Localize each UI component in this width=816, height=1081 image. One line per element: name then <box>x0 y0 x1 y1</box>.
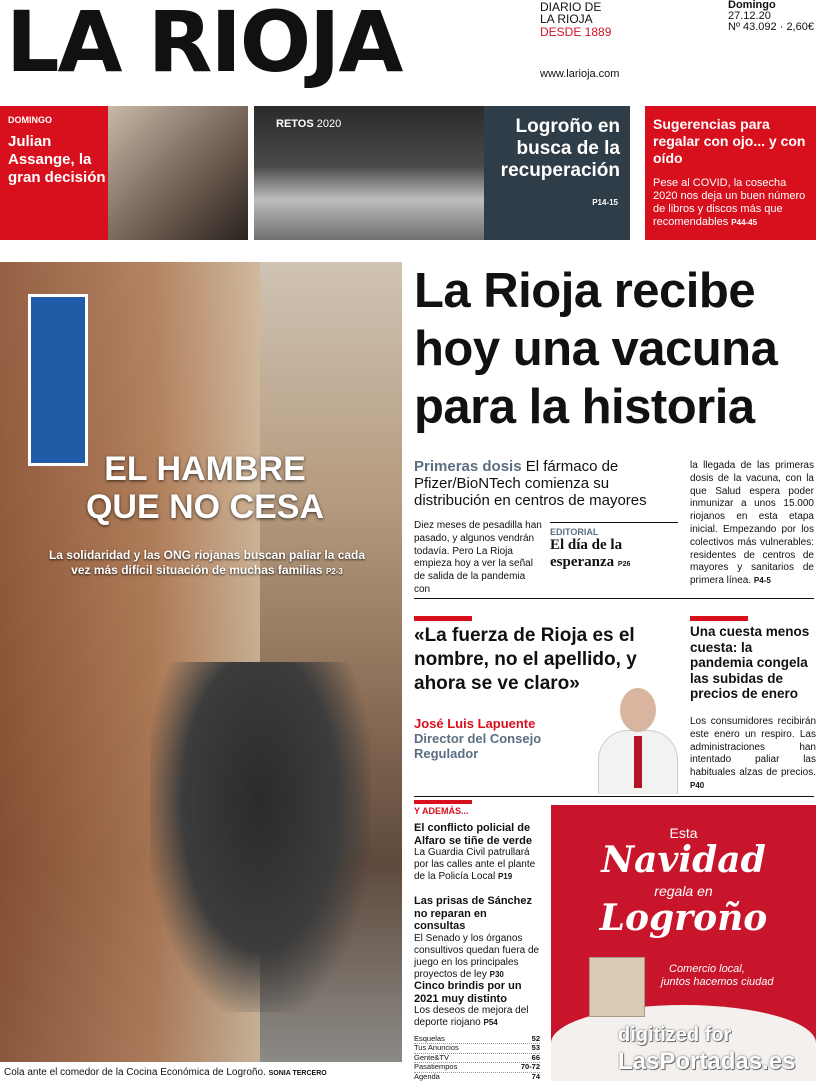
masthead-tagline <box>540 1 601 25</box>
cover-subhead <box>42 548 372 579</box>
gift-box-icon <box>589 957 645 1017</box>
avatar-head <box>620 688 656 732</box>
teaser-gifts[interactable] <box>645 106 816 240</box>
quote-author-role: Director del Consejo Regulador <box>414 731 542 761</box>
index-row[interactable] <box>414 1073 540 1081</box>
ad-line-3: regala en <box>654 883 713 899</box>
quote-headline[interactable]: «La fuerza de Rioja es el nombre, no el apellido, y ahora se ve claro» <box>414 625 637 694</box>
index-name: Gente&TV <box>414 1052 450 1062</box>
editorial-headline <box>550 537 678 573</box>
main-body-col-2-text: la llegada de las primeras dosis de la vacuna, con la que Salud espera poder inmunizar a unos 15.000 riojanos en esta etapa inicial. Empezando por los colectivos más vulnerables: residentes de centros de mayores y sanitarios de primera línea. <box>690 460 814 587</box>
quote-author-name: José Luis Lapuente <box>414 716 536 731</box>
divider <box>414 598 814 599</box>
cover-headline-line-2: QUE NO CESA <box>85 488 325 526</box>
brief-body-text: El Senado y los órganos consultivos quedan fuera de juego en los principales proyectos de ley <box>414 932 540 981</box>
watermark-line-1: digitized for <box>618 1024 732 1046</box>
index-name: Tus Anuncios <box>414 1043 459 1053</box>
brief-item[interactable] <box>414 822 540 884</box>
ademas-label: Y ADEMÁS... <box>414 806 469 816</box>
divider <box>414 796 814 797</box>
editorial-headline-text: El día de la esperanza <box>550 537 623 570</box>
index-name: Agenda <box>414 1071 440 1081</box>
main-body-col-2 <box>690 460 814 588</box>
brief-pages: P30 <box>489 970 504 980</box>
brief-item[interactable] <box>414 895 540 981</box>
editorial-box[interactable] <box>550 522 678 573</box>
watermark-line-2: LasPortadas.es <box>618 1048 796 1075</box>
cover-headline <box>40 450 370 526</box>
main-deck-text: El fármaco de Pfizer/BioNTech comienza su distribución en centros de mayores <box>414 458 647 509</box>
red-accent-bar <box>414 800 472 804</box>
brief-body-text: La Guardia Civil patrullará por las calles ante el plante de la Policía Local <box>414 847 536 883</box>
side-body-text: Los consumidores recibirán este enero un respiro. Las administraciones han intentado paliar las habituales alzas de precios. <box>690 716 816 779</box>
index-name: Pasatiempos <box>414 1062 458 1072</box>
brief-body <box>414 933 540 982</box>
teaser-headline: Sugerencias para regalar con ojo... y con oído <box>653 116 806 166</box>
tagline-line-2: LA RIOJA <box>540 12 593 26</box>
teaser-assange[interactable] <box>0 106 248 240</box>
date-day: Domingo <box>728 0 776 11</box>
issue-number: Nº 43.092 · 2,60€ <box>728 21 814 33</box>
teaser-pages: P14-15 <box>592 198 618 207</box>
caption-text: Cola ante el comedor de la Cocina Económica de Logroño. <box>4 1067 266 1078</box>
teaser-body-text: Pese al COVID, la cosecha 2020 nos deja un buen número de libros y discos más que recomendables <box>653 177 806 228</box>
main-headline[interactable]: La Rioja recibe hoy una vacuna para la historia <box>414 264 778 434</box>
brief-pages: P54 <box>483 1018 498 1028</box>
main-body-col-1: Diez meses de pesadilla han pasado, y algunos vendrán todavía. Pero La Rioja empieza hoy a ver la señal de salida de la pandemia con <box>414 520 542 595</box>
index-page: 52 <box>531 1034 540 1043</box>
brief-headline: El conflicto policial de Alfaro se tiñe de verde <box>414 822 532 847</box>
brief-item[interactable] <box>414 980 540 1029</box>
editorial-pages: P26 <box>617 561 631 568</box>
side-pages: P40 <box>690 780 705 790</box>
masthead-logo: LA RIOJA <box>6 0 402 91</box>
teaser-label: DOMINGO <box>8 115 52 125</box>
photo-credit: SONIA TERCERO <box>268 1070 327 1077</box>
cover-pages: P2-3 <box>325 567 343 576</box>
teaser-label-year: 2020 <box>316 118 342 130</box>
brief-body <box>414 1005 540 1029</box>
teaser-label-bold: RETOS <box>276 118 314 130</box>
brief-headline: Cinco brindis por un 2021 muy distinto <box>414 980 522 1005</box>
teaser-label <box>276 118 341 130</box>
quote-author-photo <box>592 684 684 794</box>
teaser-logrono[interactable] <box>254 106 630 240</box>
ad-line-2: Navidad <box>601 839 766 881</box>
main-kicker: Primeras dosis <box>414 458 522 475</box>
cover-headline-line-1: EL HAMBRE <box>104 450 306 488</box>
teaser-headline: Logroño en busca de la recuperación <box>500 116 620 181</box>
ad-line-5: Comercio local, <box>669 963 745 975</box>
index-page: 53 <box>531 1043 540 1053</box>
main-pages: P4-5 <box>753 576 771 586</box>
avatar-tie <box>634 736 642 788</box>
photo-queue-people <box>150 662 370 1012</box>
teaser-photo <box>108 106 248 240</box>
index-page: 74 <box>531 1071 540 1081</box>
editorial-label: EDITORIAL <box>550 527 599 537</box>
masthead-date <box>728 0 816 33</box>
cover-photo[interactable] <box>0 262 402 1062</box>
side-body <box>690 716 816 793</box>
teaser-body <box>653 177 808 229</box>
index-page: 70-72 <box>520 1062 540 1072</box>
masthead-since: DESDE 1889 <box>540 25 612 39</box>
teaser-headline: Julian Assange, la gran decisión <box>8 133 106 186</box>
index-page: 66 <box>531 1052 540 1062</box>
teaser-pages: P44-45 <box>731 218 758 227</box>
cover-subhead-text: La solidaridad y las ONG riojanas buscan paliar la cada vez más difícil situación de muchas familias <box>48 548 366 577</box>
tagline-line-1: DIARIO DE <box>540 0 602 14</box>
photo-caption <box>4 1067 327 1078</box>
brief-body <box>414 847 540 884</box>
red-accent-bar <box>690 616 748 621</box>
red-accent-bar <box>414 616 472 621</box>
date-value: 27.12.20 <box>728 10 771 22</box>
masthead-website: www.larioja.com <box>540 68 620 80</box>
index-name: Esquelas <box>414 1034 445 1043</box>
traffic-sign-icon <box>28 294 88 466</box>
side-headline[interactable]: Una cuesta menos cuesta: la pandemia congela las subidas de precios de enero <box>690 624 810 701</box>
ad-line-4: Logroño <box>599 897 768 939</box>
brief-body-text: Los deseos de mejora del deporte riojano <box>414 1005 529 1029</box>
ad-line-6: juntos hacemos ciudad <box>661 976 774 988</box>
brief-headline: Las prisas de Sánchez no reparan en consultas <box>414 895 532 932</box>
main-deck <box>414 458 684 509</box>
ad-line-1: Esta <box>669 825 698 841</box>
brief-pages: P19 <box>497 872 513 882</box>
section-index <box>414 1035 540 1081</box>
